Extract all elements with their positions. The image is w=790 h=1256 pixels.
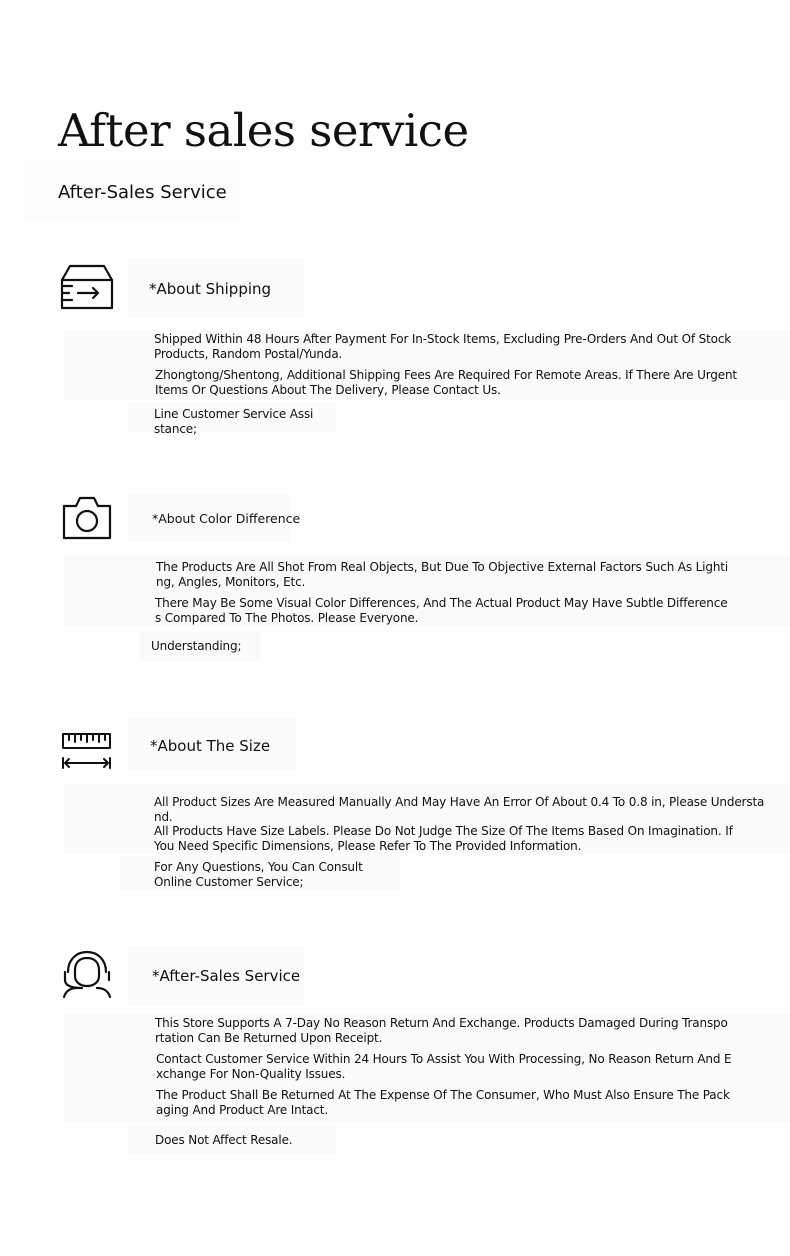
color-paragraph: There May Be Some Visual Color Differences, And The Actual Product May Have Subtle Differences Compared To The Photos. Please Everyone. — [155, 596, 728, 625]
section-title-after-sales: *After-Sales Service — [152, 967, 301, 985]
page-subtitle: After-Sales Service — [58, 182, 227, 203]
section-title-size: *About The Size — [150, 737, 271, 755]
shipping-paragraph: Zhongtong/Shentong, Additional Shipping Fees Are Required For Remote Areas. If There Are Urgent Items Or Questions About The Delivery, Please Contact Us. — [155, 368, 737, 397]
customer-service-headset-icon — [60, 950, 114, 998]
color-paragraph: Understanding; — [151, 639, 242, 653]
after-sales-paragraph: The Product Shall Be Returned At The Expense Of The Consumer, Who Must Also Ensure The Packaging And Product Are Intact. — [156, 1088, 730, 1117]
section-title-color-difference: *About Color Difference — [152, 511, 301, 526]
after-sales-paragraph: Does Not Affect Resale. — [155, 1133, 293, 1147]
ruler-icon — [60, 728, 114, 776]
page-title: After sales service — [58, 104, 469, 157]
after-sales-paragraph: Contact Customer Service Within 24 Hours To Assist You With Processing, No Reason Return And Exchange For Non-Quality Issues. — [156, 1052, 732, 1081]
after-sales-paragraph: This Store Supports A 7-Day No Reason Return And Exchange. Products Damaged During Transportation Can Be Returned Upon Receipt. — [155, 1016, 728, 1045]
size-paragraph: All Product Sizes Are Measured Manually And May Have An Error Of About 0.4 To 0.8 in, Please Understand. — [154, 795, 765, 824]
section-title-shipping: *About Shipping — [149, 280, 272, 298]
shipping-box-icon — [60, 264, 114, 312]
color-paragraph: The Products Are All Shot From Real Objects, But Due To Objective External Factors Such As Lighting, Angles, Monitors, Etc. — [156, 560, 729, 589]
size-paragraph: All Products Have Size Labels. Please Do Not Judge The Size Of The Items Based On Imagination. If You Need Specific Dimensions, Please Refer To The Provided Information. — [154, 824, 733, 853]
shipping-paragraph: Shipped Within 48 Hours After Payment For In-Stock Items, Excluding Pre-Orders And Out Of Stock Products, Random Postal/Yunda. — [154, 332, 732, 361]
size-paragraph: For Any Questions, You Can Consult Online Customer Service; — [154, 860, 363, 889]
camera-icon — [60, 494, 114, 542]
shipping-paragraph: Line Customer Service Assistance; — [154, 407, 314, 436]
